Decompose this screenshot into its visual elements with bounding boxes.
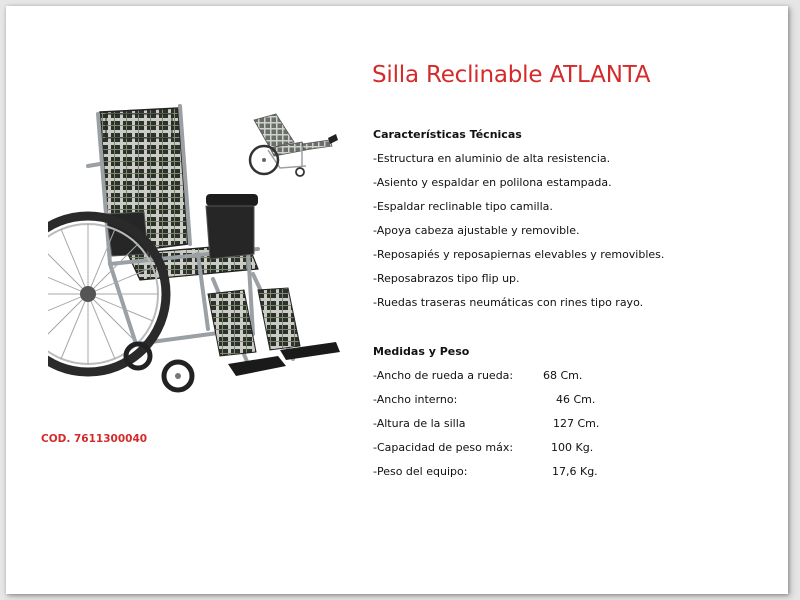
product-sheet xyxy=(6,6,788,594)
measurement-label: -Ancho interno: xyxy=(373,393,458,406)
features-section xyxy=(373,123,664,315)
feature-item: -Apoya cabeza ajustable y removible. xyxy=(373,224,580,237)
measurement-value: 68 Cm. xyxy=(543,369,583,382)
feature-item: -Espaldar reclinable tipo camilla. xyxy=(373,200,553,213)
feature-item: -Estructura en aluminio de alta resistencia. xyxy=(373,152,611,165)
wheelchair-reclined-image xyxy=(240,110,340,180)
product-title: Silla Reclinable ATLANTA xyxy=(372,62,651,88)
feature-item: -Reposabrazos tipo flip up. xyxy=(373,272,520,285)
features-heading: Características Técnicas xyxy=(373,128,522,141)
feature-item: -Reposapiés y reposapiernas elevables y removibles. xyxy=(373,248,665,261)
measurement-label: -Altura de la silla xyxy=(373,417,466,430)
measurement-row xyxy=(373,388,596,412)
measurement-label: -Ancho de rueda a rueda: xyxy=(373,369,514,382)
measurement-value: 17,6 Kg. xyxy=(552,465,598,478)
feature-item: -Asiento y espaldar en polilona estampada. xyxy=(373,176,612,189)
measurement-label: -Peso del equipo: xyxy=(373,465,468,478)
measurement-row xyxy=(373,364,583,388)
measurement-row xyxy=(373,436,594,460)
measurement-value: 127 Cm. xyxy=(553,417,600,430)
measurement-row xyxy=(373,460,598,484)
measurement-row xyxy=(373,412,600,436)
feature-item: -Ruedas traseras neumáticas con rines tipo rayo. xyxy=(373,296,644,309)
measurements-section xyxy=(373,340,600,484)
measurement-value: 46 Cm. xyxy=(556,393,596,406)
measurements-heading: Medidas y Peso xyxy=(373,345,470,358)
product-code: COD. 7611300040 xyxy=(41,433,148,445)
measurement-value: 100 Kg. xyxy=(551,441,594,454)
measurement-label: -Capacidad de peso máx: xyxy=(373,441,514,454)
